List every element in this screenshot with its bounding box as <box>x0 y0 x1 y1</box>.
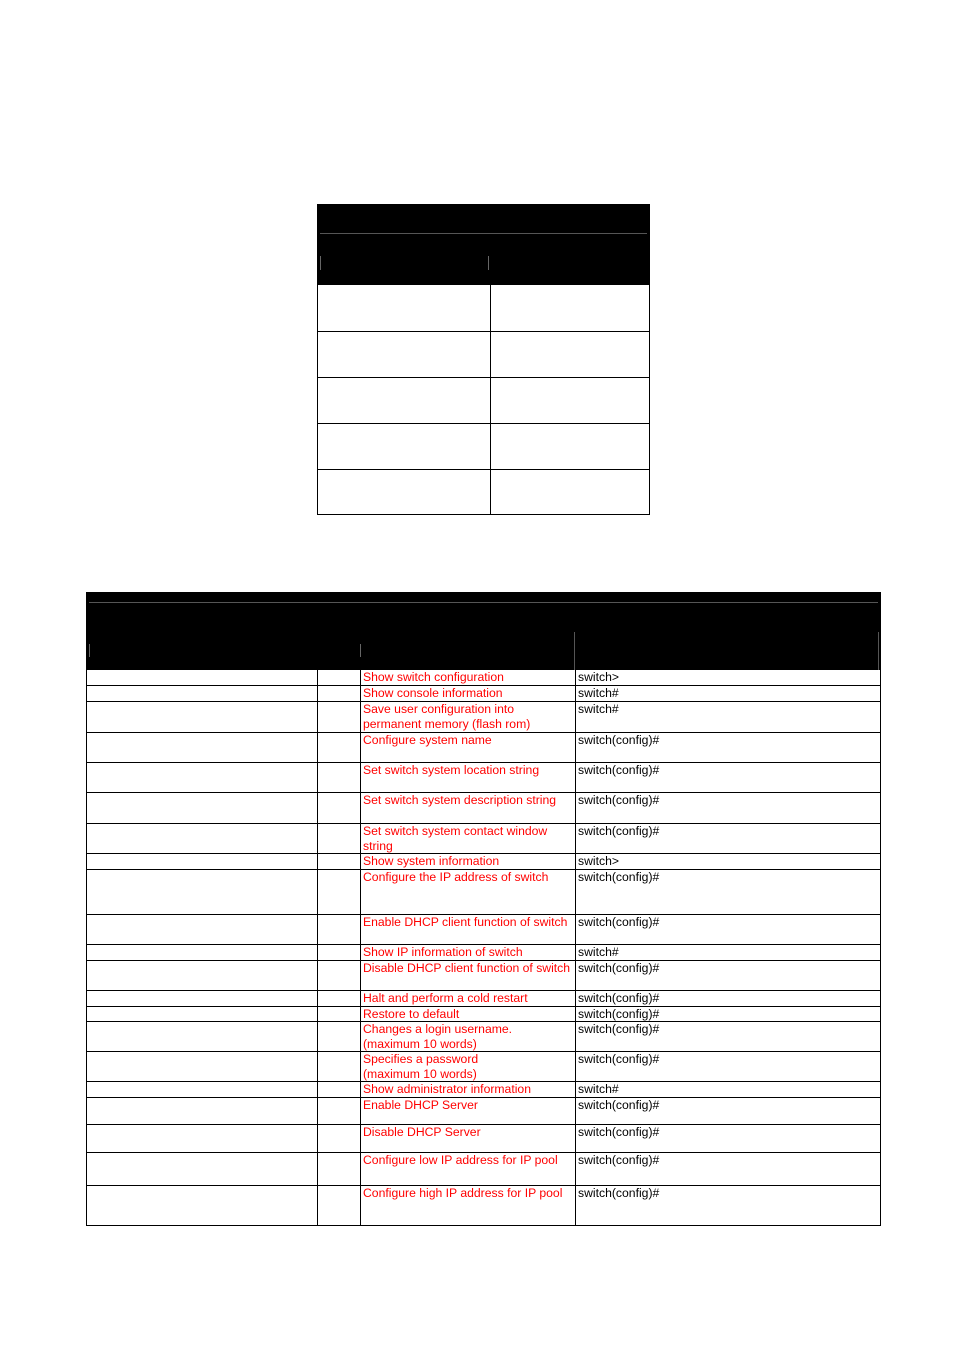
description-cell: Enable DHCP client function of switch <box>361 915 576 944</box>
description-cell: Show console information <box>361 686 576 701</box>
table-row <box>86 1153 881 1186</box>
mode-cell: switch(config)# <box>578 763 660 777</box>
level-cell <box>318 854 361 869</box>
table-row <box>86 1082 881 1098</box>
command-cell <box>87 1125 318 1152</box>
level-cell <box>318 870 361 914</box>
mode-cell: switch(config)# <box>578 793 660 807</box>
command-cell <box>87 702 318 732</box>
table-row <box>86 961 881 991</box>
table-row <box>318 285 649 331</box>
description-cell: Configure system name <box>361 733 576 762</box>
table-row <box>318 469 649 514</box>
table-row <box>86 686 881 702</box>
command-cell <box>87 686 318 701</box>
description-cell: Specifies a password (maximum 10 words) <box>361 1052 576 1081</box>
console-table-body <box>317 284 650 515</box>
mode-cell: switch(config)# <box>578 991 660 1005</box>
table-row <box>86 793 881 824</box>
level-cell <box>318 686 361 701</box>
mode-cell: switch(config)# <box>578 1022 660 1036</box>
table-row <box>86 702 881 733</box>
level-cell <box>318 1022 361 1051</box>
level-cell <box>318 991 361 1006</box>
command-cell <box>87 733 318 762</box>
command-cell <box>87 1082 318 1097</box>
level-cell <box>318 1125 361 1152</box>
description-cell: Disable DHCP Server <box>361 1125 576 1152</box>
table-row <box>86 733 881 763</box>
mode-cell: switch(config)# <box>578 1007 660 1021</box>
table-row <box>86 1098 881 1125</box>
description-cell: Set switch system location string <box>361 763 576 792</box>
table-cell <box>318 424 491 469</box>
mode-cell: switch(config)# <box>578 870 660 884</box>
level-cell <box>318 1186 361 1225</box>
command-cell <box>87 870 318 914</box>
console-table-header <box>317 204 650 284</box>
mode-cell: switch(config)# <box>578 824 660 838</box>
table-row <box>86 1052 881 1082</box>
mode-cell: switch# <box>578 945 619 959</box>
command-cell <box>87 1153 318 1185</box>
mode-cell: switch(config)# <box>578 915 660 929</box>
table-cell <box>318 285 491 331</box>
level-cell <box>318 945 361 960</box>
command-cell <box>87 1022 318 1051</box>
description-cell: Disable DHCP client function of switch <box>361 961 576 990</box>
level-cell <box>318 702 361 732</box>
command-cell <box>87 991 318 1006</box>
description-cell: Set switch system description string <box>361 793 576 823</box>
table-row <box>86 991 881 1007</box>
description-cell: Changes a login username. (maximum 10 words) <box>361 1022 576 1051</box>
description-cell: Restore to default <box>361 1007 576 1021</box>
header-column-divider <box>574 632 575 670</box>
table-row <box>86 945 881 961</box>
table-row <box>86 854 881 870</box>
mode-cell: switch(config)# <box>578 1186 660 1200</box>
description-cell: Show switch configuration <box>361 670 576 685</box>
mode-cell: switch# <box>578 702 619 716</box>
description-cell: Set switch system contact window string <box>361 824 576 853</box>
level-cell <box>318 1082 361 1097</box>
table-row <box>318 377 649 423</box>
table-cell <box>318 470 491 514</box>
header-cell-marker <box>320 256 321 270</box>
table-cell <box>318 378 491 423</box>
command-cell <box>87 1007 318 1021</box>
level-cell <box>318 1007 361 1021</box>
table-row <box>318 331 649 377</box>
mode-cell: switch# <box>578 686 619 700</box>
level-cell <box>318 763 361 792</box>
level-cell <box>318 915 361 944</box>
description-cell: Configure low IP address for IP pool <box>361 1153 576 1185</box>
description-cell: Configure the IP address of switch <box>361 870 576 914</box>
table-row <box>86 670 881 686</box>
description-cell: Configure high IP address for IP pool <box>361 1186 576 1225</box>
table-row <box>86 870 881 915</box>
table-row <box>86 824 881 854</box>
command-cell <box>87 793 318 823</box>
mode-cell: switch(config)# <box>578 1153 660 1167</box>
command-table-header <box>86 592 881 670</box>
header-column-divider <box>878 632 879 670</box>
command-cell <box>87 1186 318 1225</box>
header-cell-marker <box>488 256 489 270</box>
mode-cell: switch# <box>578 1082 619 1096</box>
level-cell <box>318 1098 361 1124</box>
console-table <box>317 204 650 515</box>
level-cell <box>318 793 361 823</box>
command-cell <box>87 670 318 685</box>
table-row <box>86 915 881 945</box>
level-cell <box>318 961 361 990</box>
level-cell <box>318 670 361 685</box>
command-cell <box>87 824 318 853</box>
command-cell <box>87 763 318 792</box>
mode-cell: switch(config)# <box>578 733 660 747</box>
level-cell <box>318 1153 361 1185</box>
description-cell: Show administrator information <box>361 1082 576 1097</box>
command-cell <box>87 1052 318 1081</box>
mode-cell: switch(config)# <box>578 1125 660 1139</box>
level-cell <box>318 1052 361 1081</box>
mode-cell: switch> <box>578 854 619 868</box>
description-cell: Halt and perform a cold restart <box>361 991 576 1006</box>
mode-cell: switch(config)# <box>578 961 660 975</box>
command-cell <box>87 854 318 869</box>
table-row <box>86 1007 881 1022</box>
description-cell: Show system information <box>361 854 576 869</box>
header-cell-marker <box>360 644 361 657</box>
table-row <box>86 1186 881 1226</box>
level-cell <box>318 733 361 762</box>
command-cell <box>87 961 318 990</box>
mode-cell: switch(config)# <box>578 1052 660 1066</box>
description-cell: Show IP information of switch <box>361 945 576 960</box>
description-cell: Enable DHCP Server <box>361 1098 576 1124</box>
table-row <box>318 423 649 469</box>
mode-cell: switch> <box>578 670 619 684</box>
table-row <box>86 763 881 793</box>
header-divider <box>320 233 647 234</box>
command-cell <box>87 1098 318 1124</box>
command-cell <box>87 945 318 960</box>
table-row <box>86 1022 881 1052</box>
mode-cell: switch(config)# <box>578 1098 660 1112</box>
header-cell-marker <box>89 644 90 657</box>
table-row <box>86 1125 881 1153</box>
table-cell <box>318 332 491 377</box>
header-divider <box>89 602 878 603</box>
level-cell <box>318 824 361 853</box>
command-cell <box>87 915 318 944</box>
description-cell: Save user configuration into permanent memory (flash rom) <box>361 702 576 732</box>
